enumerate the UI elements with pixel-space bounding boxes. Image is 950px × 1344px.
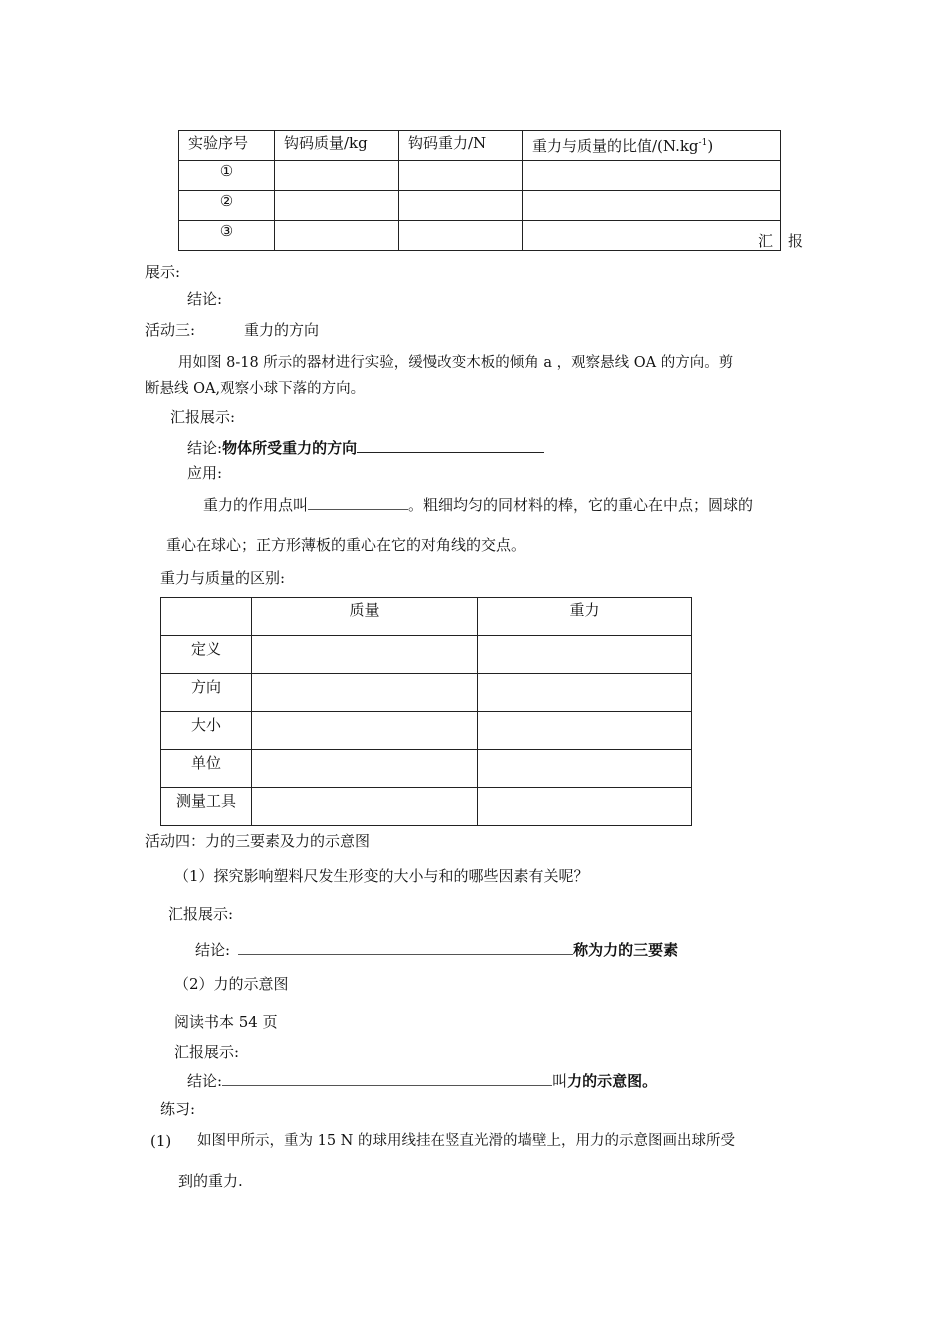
header-cell: 实验序号 xyxy=(179,131,275,161)
report-label: 汇报展示: xyxy=(170,408,236,426)
paragraph-line: 重心在球心；正方形薄板的重心在它的对角线的交点。 xyxy=(166,536,527,554)
practice-label: 练习: xyxy=(160,1100,196,1118)
table-cell[interactable] xyxy=(275,191,399,221)
question-one: （1）探究影响塑料尺发生形变的大小与和的哪些因素有关呢？ xyxy=(174,867,589,885)
table-cell[interactable] xyxy=(478,636,692,674)
table-cell[interactable] xyxy=(523,191,781,221)
activity-three-title: 活动三: xyxy=(145,321,196,339)
activity-four-title: 活动四：力的三要素及力的示意图 xyxy=(145,832,371,850)
table-cell[interactable] xyxy=(252,712,478,750)
header-cell: 重力与质量的比值$/(N.kg^{-1})$ xyxy=(523,131,781,161)
paragraph-line: 重力的作用点叫 。粗细均匀的同材料的棒，它的重心在中点；圆球的 xyxy=(203,493,753,515)
table-row xyxy=(161,750,692,788)
table-row xyxy=(161,712,692,750)
conclusion-line: 结论:物体所受重力的方向 xyxy=(187,436,544,458)
question-two: （2）力的示意图 xyxy=(174,975,289,993)
report-label: 汇报展示: xyxy=(174,1043,240,1061)
application-label: 应用: xyxy=(187,464,223,482)
table-row xyxy=(161,788,692,826)
section-title: 重力与质量的区别: xyxy=(160,569,286,587)
comparison-table xyxy=(160,597,692,826)
answer-blank[interactable] xyxy=(238,938,573,955)
row-label: ① xyxy=(179,161,275,191)
header-cell: 质量 xyxy=(252,598,478,636)
table-cell[interactable] xyxy=(252,788,478,826)
row-label: ② xyxy=(179,191,275,221)
table-cell[interactable] xyxy=(399,221,523,251)
report-label: 汇报展示: xyxy=(168,905,234,923)
header-cell xyxy=(161,598,252,636)
row-label: 测量工具 xyxy=(161,788,252,826)
answer-blank[interactable] xyxy=(308,493,408,510)
table-row xyxy=(179,221,781,251)
row-label: 大小 xyxy=(161,712,252,750)
exercise-number: (1) xyxy=(150,1132,172,1150)
row-label: 定义 xyxy=(161,636,252,674)
table-cell[interactable] xyxy=(399,161,523,191)
row-label: ③ xyxy=(179,221,275,251)
answer-blank[interactable] xyxy=(357,436,544,453)
header-cell: 重力 xyxy=(478,598,692,636)
row-label: 单位 xyxy=(161,750,252,788)
table-cell[interactable] xyxy=(478,788,692,826)
experiment-table xyxy=(178,130,781,251)
table-cell[interactable] xyxy=(478,750,692,788)
table-header-row xyxy=(161,598,692,636)
report-label-cont: 展示: xyxy=(145,263,181,281)
conclusion-label: 结论: xyxy=(187,290,223,308)
paragraph-line: 用如图 8-18 所示的器材进行实验，缓慢改变木板的倾角 a ，观察悬线 OA 的方向。剪 xyxy=(178,355,734,371)
table-row xyxy=(179,191,781,221)
table-cell[interactable] xyxy=(252,674,478,712)
table-cell[interactable] xyxy=(399,191,523,221)
table-row xyxy=(161,636,692,674)
table-row xyxy=(179,161,781,191)
header-cell: 钩码质量/kg xyxy=(275,131,399,161)
table-header-row xyxy=(179,131,781,161)
header-cell: 钩码重力/N xyxy=(399,131,523,161)
table-cell[interactable] xyxy=(478,712,692,750)
table-cell[interactable] xyxy=(523,161,781,191)
table-cell[interactable] xyxy=(478,674,692,712)
table-cell[interactable] xyxy=(275,161,399,191)
row-label: 方向 xyxy=(161,674,252,712)
table-cell[interactable] xyxy=(252,636,478,674)
reading-note: 阅读书本 54 页 xyxy=(174,1013,278,1031)
answer-blank[interactable] xyxy=(222,1069,552,1086)
report-label: 汇 报 xyxy=(758,232,804,250)
paragraph-line: 断悬线 OA,观察小球下落的方向。 xyxy=(145,381,366,397)
activity-three-topic: 重力的方向 xyxy=(244,321,320,339)
conclusion-line: 结论: 叫力的示意图。 xyxy=(187,1069,657,1091)
table-cell[interactable] xyxy=(275,221,399,251)
table-row xyxy=(161,674,692,712)
exercise-text: 到的重力. xyxy=(178,1172,243,1190)
exercise-text: 如图甲所示，重为 15 N 的球用线挂在竖直光滑的墙壁上，用力的示意图画出球所受 xyxy=(197,1133,735,1149)
table-cell[interactable] xyxy=(252,750,478,788)
table-cell[interactable] xyxy=(523,221,781,251)
conclusion-line: 结论: 称为力的三要素 xyxy=(195,938,678,960)
